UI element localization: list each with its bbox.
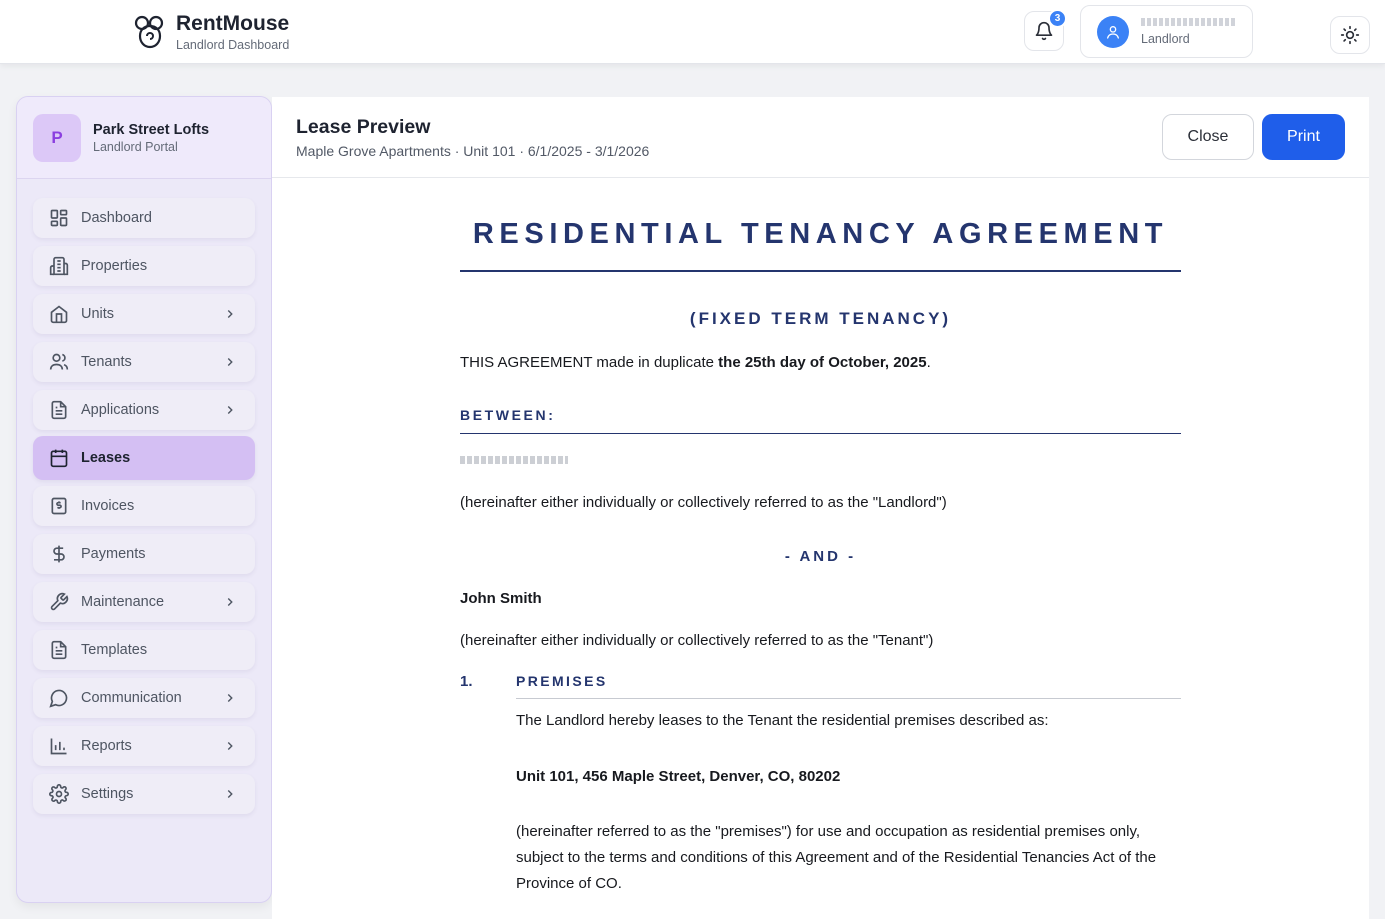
users-icon: [49, 352, 69, 372]
building-icon: [49, 256, 69, 276]
chevron-right-icon: [223, 787, 237, 801]
print-button[interactable]: Print: [1262, 114, 1345, 160]
sidebar-nav: [17, 179, 271, 814]
lease-document: [460, 178, 1181, 919]
intro-suffix: .: [926, 354, 931, 371]
sidebar-item-label: Units: [81, 306, 115, 322]
document-subtitle: (FIXED TERM TENANCY): [689, 309, 952, 328]
sidebar-item-label: Dashboard: [81, 210, 152, 226]
close-button[interactable]: Close: [1162, 114, 1254, 160]
sidebar-item-label: Settings: [81, 786, 134, 802]
sidebar-item-maintenance[interactable]: [33, 582, 255, 622]
chevron-right-icon: [223, 691, 237, 705]
agreement-intro: [460, 354, 931, 371]
sidebar-item-leases[interactable]: [33, 436, 255, 480]
top-bar: [0, 0, 1385, 64]
section-paragraph: (hereinafter referred to as the "premises") for use and occupation as residential premises only, subject to the terms and conditions of this Agreement and of the Residential Tenancies Act of the Province of CO.: [516, 823, 1157, 892]
preview-header: [272, 97, 1369, 178]
sidebar-item-applications[interactable]: [33, 390, 255, 430]
title-divider: [460, 270, 1181, 272]
user-icon: [1105, 24, 1121, 40]
theme-toggle-button[interactable]: [1330, 16, 1370, 54]
home-icon: [49, 304, 69, 324]
sidebar-item-dashboard[interactable]: [33, 198, 255, 238]
sidebar-item-templates[interactable]: [33, 630, 255, 670]
notification-badge: 3: [1048, 9, 1067, 28]
section-paragraph: The Landlord hereby leases to the Tenant the residential premises described as:: [516, 712, 1049, 729]
section-divider: [516, 698, 1181, 699]
chevron-right-icon: [223, 739, 237, 753]
sidebar-item-tenants[interactable]: [33, 342, 255, 382]
page-title: Lease Preview: [296, 116, 431, 138]
wrench-icon: [49, 592, 69, 612]
sidebar-item-settings[interactable]: [33, 774, 255, 814]
brand[interactable]: [134, 12, 289, 52]
lease-preview-panel: [272, 97, 1369, 919]
app-subtitle: Landlord Dashboard: [176, 38, 290, 52]
sidebar-item-properties[interactable]: [33, 246, 255, 286]
receipt-icon: [49, 496, 69, 516]
message-icon: [49, 688, 69, 708]
portal-avatar: P: [33, 114, 81, 162]
sun-icon: [1340, 25, 1360, 45]
premises-address: Unit 101, 456 Maple Street, Denver, CO, 80202: [516, 768, 841, 785]
avatar: [1097, 16, 1129, 48]
sidebar-item-label: Payments: [81, 546, 146, 562]
sidebar-item-label: Applications: [81, 402, 160, 418]
sidebar-item-payments[interactable]: [33, 534, 255, 574]
intro-text: THIS AGREEMENT made in duplicate: [460, 354, 719, 371]
portal-name: Park Street Lofts: [93, 121, 210, 138]
chevron-right-icon: [223, 307, 237, 321]
sidebar-item-label: Properties: [81, 258, 148, 274]
landlord-reference: (hereinafter either individually or collectively referred to as the "Landlord"): [460, 494, 947, 511]
sidebar-item-label: Leases: [81, 450, 131, 466]
document-title: RESIDENTIAL TENANCY AGREEMENT: [472, 218, 1169, 250]
tenant-name: John Smith: [460, 590, 542, 607]
sidebar-item-label: Invoices: [81, 498, 135, 514]
calendar-icon: [49, 448, 69, 468]
file-text-icon: [49, 640, 69, 660]
chevron-right-icon: [223, 595, 237, 609]
section-title: PREMISES: [516, 673, 608, 689]
sidebar-item-label: Tenants: [81, 354, 132, 370]
sidebar-item-label: Communication: [81, 690, 182, 706]
landlord-name-redacted: [460, 456, 568, 464]
mouse-logo-icon: [134, 14, 166, 50]
user-menu[interactable]: [1080, 5, 1253, 58]
app-name: RentMouse: [176, 12, 290, 35]
sidebar-item-label: Maintenance: [81, 594, 165, 610]
chevron-right-icon: [223, 355, 237, 369]
portal-header[interactable]: [17, 97, 271, 179]
intro-date: the 25th day of October, 2025: [718, 354, 927, 371]
chevron-right-icon: [223, 403, 237, 417]
sidebar-item-reports[interactable]: [33, 726, 255, 766]
between-divider: [460, 433, 1181, 434]
page-subtitle: Maple Grove Apartments · Unit 101 · 6/1/2025 - 3/1/2026: [296, 143, 650, 159]
sidebar-item-communication[interactable]: [33, 678, 255, 718]
portal-subtitle: Landlord Portal: [93, 139, 178, 154]
sidebar: [16, 96, 272, 903]
bar-chart-icon: [49, 736, 69, 756]
sidebar-item-label: Reports: [81, 738, 132, 754]
file-text-icon: [49, 400, 69, 420]
sidebar-item-invoices[interactable]: [33, 486, 255, 526]
between-heading: BETWEEN:: [460, 407, 556, 423]
and-separator: - AND -: [784, 548, 857, 565]
dashboard-icon: [49, 208, 69, 228]
dollar-icon: [49, 544, 69, 564]
sidebar-item-units[interactable]: [33, 294, 255, 334]
gear-icon: [49, 784, 69, 804]
user-name-redacted: [1141, 18, 1237, 26]
user-role: Landlord: [1141, 31, 1190, 46]
sidebar-item-label: Templates: [81, 642, 148, 658]
section-number: 1.: [460, 673, 473, 690]
tenant-reference: (hereinafter either individually or collectively referred to as the "Tenant"): [460, 632, 934, 649]
